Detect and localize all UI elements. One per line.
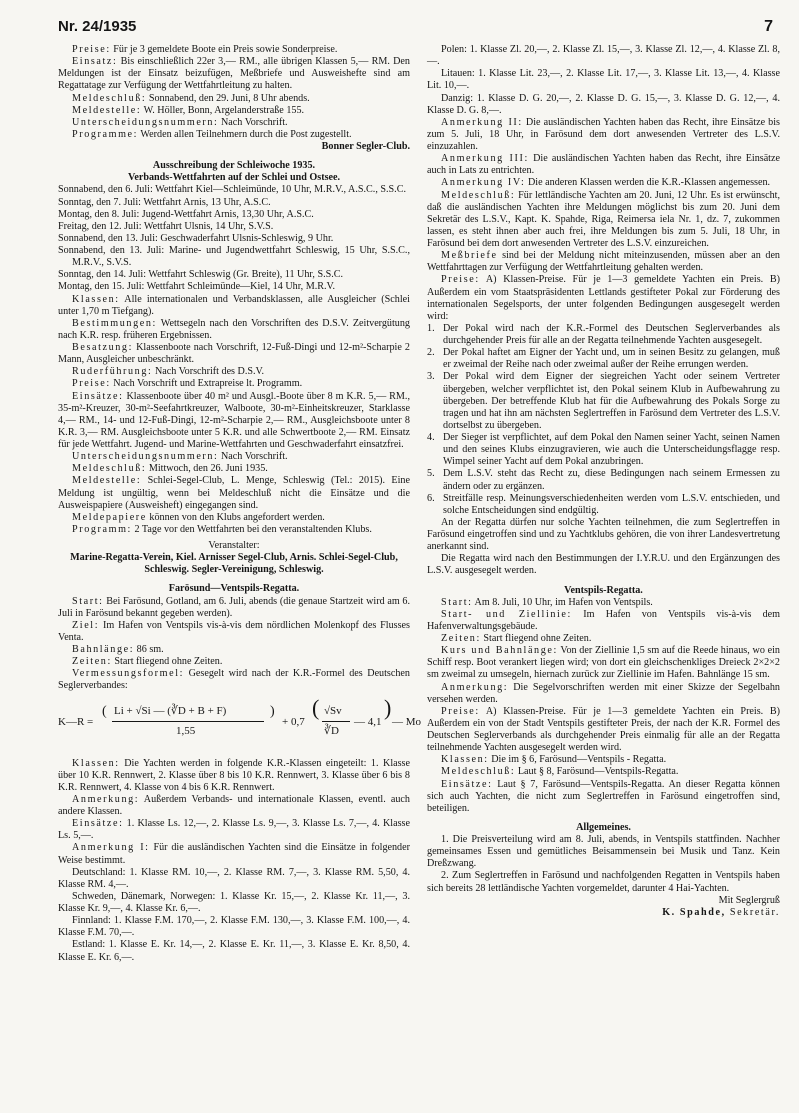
formula-inner-minus: — 4,1 (354, 715, 382, 728)
rule-paragraph: Klassen: Die Yachten werden in folgende K.R.-Klassen eingeteilt: 1. Klasse über 10 K.R. Rennwert, 2. Klasse über 8 bis 10 K.R. Rennwert, 3. Klasse über 6 bis 8 K.R. Rennwert, 4. Klasse von 4 bis 6 K.R. Rennwert. (58, 757, 410, 793)
rule-paragraph: Meldeschluß: Mittwoch, den 26. Juni 1935. (72, 463, 268, 475)
issue-number: Nr. 24/1935 (58, 18, 137, 35)
rule-paragraph: Unterscheidungsnummern: Nach Vorschrift. (72, 116, 288, 128)
farosund-vermessungsformel: Vermessungsformel: Gesegelt wird nach der K.R.-Formel des Deutschen Seglerverbandes: (58, 668, 410, 692)
text-paragraph: Die Regatta wird nach den Bestimmungen der I.Y.R.U. und den Ergänzungen des L.S.V. ausgesegelt werden. (427, 553, 780, 577)
schedule-line: Sonnabend, den 13. Juli: Marine- und Jugendwettfahrt Schleswig, 15 Uhr, S.S.C., M.R.V., S.V.S. (58, 245, 410, 269)
farosund-start: Start: Bei Farösund, Gotland, am 6. Juli, abends (die genaue Startzeit wird am 6. Juli in Farösund bekannt gegeben werden). (58, 595, 410, 619)
rule-paragraph: Einsätze: 1. Klasse Ls. 12,—, 2. Klasse Ls. 9,—, 3. Klasse Ls. 7,—, 4. Klasse Ls. 5,—. (58, 818, 410, 842)
formula-inner-open-paren: ( (312, 694, 320, 720)
rule-paragraph: Klassen: Die im § 6, Farösund—Ventspils - Regatta. (441, 754, 667, 766)
rule-paragraph: Start- und Ziellinie: Im Hafen von Ventspils vis-à-vis dem Hafenverwaltungsgebäude. (427, 608, 780, 632)
farosund-bahnlaenge: Bahnlänge: 86 sm. (72, 644, 164, 655)
foreign-fees-right (427, 44, 780, 117)
text-paragraph: 1. Die Preisverteilung wird am 8. Juli, abends, in Ventspils stattfinden. Nachher gemeinsames Essen und gemütliches Beisammensein bei Musik und Tanz. Kein Dreßzwang. (427, 834, 780, 870)
rule-paragraph: Meldeschluß: Sonnabend, den 29. Juni, 8 Uhr abends. (72, 92, 310, 104)
kr-formula (58, 694, 422, 754)
formula-inner-close-paren: ) (384, 694, 392, 720)
rule-paragraph: Meldestelle: Schlei-Segel-Club, L. Menge, Schleswig (Tel.: 2015). Eine Meldung ist ungültig, wenn bei Meldeschluß nicht die Einsätze und die Ausweispapiere (Ausweisheft) eingegangen sind. (58, 475, 410, 511)
farosund-rules (58, 758, 410, 867)
rule-paragraph: Meldestelle: W. Höller, Bonn, Argelanderstraße 155. (72, 104, 305, 116)
condition-item: 4. Der Sieger ist verpflichtet, auf dem Pokal den Namen seiner Yacht, seinen Namen und den seines Klubs einzugravieren, wie auch die Unterscheidungsflagge resp. Wimpel seiner Yacht auf dem Pokal anzubringen. (427, 432, 780, 468)
fee-line: Deutschland: 1. Klasse RM. 10,—, 2. Klasse RM. 7,—, 3. Klasse RM. 5,50, 4. Klasse RM. 4,—. (58, 866, 410, 890)
rule-paragraph: Ruderführung: Nach Vorschrift des D.S.V. (72, 366, 265, 378)
rule-paragraph: Anmerkung II: Die ausländischen Yachten haben das Recht, ihre Einsätze bis zum 5. Juli, 18 Uhr, in Farösund dem dort anwesenden Vertreter des L.S.V. einzuzahlen. (427, 116, 780, 152)
schedule-line: Sonnabend, den 6. Juli: Wettfahrt Kiel—Schleimünde, 10 Uhr, M.R.V., A.S.C., S.S.C. (58, 184, 406, 196)
rule-paragraph: Klassen: Alle internationalen und Verbandsklassen, alle Ausgleicher (Schlei unter 1,70 m Tiefgang). (58, 293, 410, 317)
rule-paragraph: Meldeschluß: Laut § 8, Farösund—Ventspils-Regatta. (441, 766, 679, 778)
rule-paragraph: Preise: A) Klassen-Preise. Für je 1—3 gemeldete Yachten ein Preis. B) Außerdem ein vom Staatspräsidenten Lettlands gestifteter Pokal zur Förderung des internationalen Segelsports, der unter folgenden Bedingungen ausgesegelt werden wird: (427, 274, 780, 322)
ventspils-title: Ventspils-Regatta. (564, 584, 643, 596)
schedule-line: Montag, den 8. Juli: Jugend-Wettfahrt Arnis, 13,30 Uhr, A.S.C. (58, 208, 314, 220)
schedule-line: Montag, den 15. Juli: Wettfahrt Schleimünde—Kiel, 14 Uhr, M.R.V. (58, 281, 336, 293)
formula-inner-denominator: ∛D (324, 724, 339, 737)
condition-item: 2. Der Pokal haftet am Eigner der Yacht und, um in seinen Besitz zu gelangen, muß er zweimal der Reihe nach oder zweimal außer der Reihe errungen werden. (427, 347, 780, 371)
bonn-signature: Bonner Segler-Club. (321, 141, 410, 152)
fee-line: Finnland: 1. Klasse F.M. 170,—, 2. Klasse F.M. 130,—, 3. Klasse F.M. 100,—, 4. Klasse F.M. 70,—. (58, 915, 410, 939)
closing-greeting: Mit Seglergruß (718, 894, 780, 906)
organizers: Marine-Regatta-Verein, Kiel. Arnisser Segel-Club, Arnis. Schlei-Segel-Club, Schleswig. Segler-Vereinigung, Schleswig. (70, 552, 398, 576)
rule-paragraph: Meldeschluß: Für lettländische Yachten am 20. Juni, 12 Uhr. Es ist erwünscht, daß die ausländischen Yachten ihre Meldungen möglichst bis zum 20. Juni dem Sekretär des L.S.V., Kapt. K. Spahde, Riga, Reimersa iela Nr. 1, dz. 7, zukommen lassen, es steht ihnen aber auch frei, ihre Meldungen bis zum 5. Juli, 18 Uhr, in Farösund bei dem dort anwesenden Vertreter des L.S.V. einzureichen. (427, 189, 780, 249)
signature: K. Spahde, Sekretär. (662, 906, 780, 918)
condition-item: 6. Streitfälle resp. Meinungsverschiedenheiten werden vom L.S.V. entschieden, und solche Entscheidungen sind endgültig. (427, 492, 780, 516)
page-number: 7 (764, 18, 773, 35)
rule-paragraph: Anmerkung IV: Die anderen Klassen werden die K.R.-Klassen angemessen. (441, 177, 771, 189)
rule-paragraph: Einsätze: Klassenboote über 40 m² und Ausgl.-Boote über 8 m K.R. 5,— RM., 35-m²-Kreuzer, 30-m²-Seefahrtkreuzer, Walboote, 30-m²-Einheitskreuzer, Starklasse 4,— RM., 14- und 12-Fuß-Dingi, 12-m²-Scharpie 2,— RM., Ausgleichsboote unter 8 K.R. 3,— RM. Ausgleichsboote unter 5 K.R. und alle Schwertboote 2,— RM. Einsatz für jede Wettfahrt. Jugend- und Marine-Wettfahrten und Geschwaderfahrt einsatzfrei. (58, 390, 410, 450)
formula-lhs: K—R = (58, 715, 94, 728)
farosund-zeiten: Zeiten: Start fliegend ohne Zeiten. (72, 656, 223, 668)
rule-paragraph: Anmerkung: Außerdem Verbands- und internationale Klassen, eventl. auch andere Klassen. (58, 793, 410, 817)
formula-inner-fraction-bar (322, 721, 350, 722)
formula-numerator: Li + √Si — (∛D + B + F) (114, 704, 227, 717)
foreign-fees-left (58, 867, 410, 964)
formula-inner-numerator: √Sv (324, 704, 342, 717)
farosund-ziel: Ziel: Im Hafen von Ventspils vis-à-vis dem nördlichen Molenkopf des Flusses Venta. (58, 619, 410, 643)
rule-paragraph: Preise: Nach Vorschrift und Extrapreise lt. Programm. (72, 378, 303, 390)
rule-paragraph: Kurs und Bahnlänge: Von der Ziellinie 1,5 sm auf die Reede hinaus, wo ein Schiff resp. Boot verankert liegen wird; von dort ein gleichschenkliges Dreieck 2×2×2 sm zweimal zu umsegeln, hiernach zurück zur Ziellinie im Hafen. Bahnlänge 15 sm. (427, 645, 780, 681)
schedule-line: Sonntag, den 14. Juli: Wettfahrt Schleswig (Gr. Breite), 11 Uhr, S.S.C. (58, 269, 344, 281)
rule-paragraph: Programme: Werden allen Teilnehmern durch die Post zugestellt. (72, 128, 352, 140)
rule-paragraph: Anmerkung: Die Segelvorschriften werden mit einer Skizze der Segelbahn versehen werden. (427, 681, 780, 705)
organizers-label: Veranstalter: (208, 540, 260, 551)
rule-paragraph: Bestimmungen: Wettsegeln nach den Vorschriften des D.S.V. Zeitvergütung nach K.R. resp. früheren Ergebnissen. (58, 317, 410, 341)
regatta-eligibility (427, 517, 780, 578)
schlei-subtitle: Verbands-Wettfahrten auf der Schlei und Ostsee. (127, 172, 341, 184)
left-column (58, 44, 422, 964)
formula-fraction-bar (112, 721, 264, 722)
rule-paragraph: Programm: 2 Tage vor den Wettfahrten bei den veranstaltenden Klubs. (72, 523, 372, 535)
condition-item: 1. Der Pokal wird nach der K.R.-Formel des Deutschen Seglerverbandes als durchgehender Preis für alle an der Regatta teilnehmende Yachten ausgesegelt. (427, 322, 780, 346)
fee-line: Estland: 1. Klasse E. Kr. 14,—, 2. Klasse E. Kr. 11,—, 3. Klasse E. Kr. 8,50, 4. Klasse E. Kr. 6,—. (58, 939, 410, 963)
general-title: Allgemeines. (576, 821, 631, 833)
schlei-rules (58, 294, 410, 537)
schlei-schedule (58, 184, 410, 293)
rule-paragraph: Besatzung: Klassenboote nach Vorschrift, 12-Fuß-Dingi und 12-m²-Scharpie 2 Mann, Ausgleicher unbeschränkt. (58, 342, 410, 366)
schedule-line: Sonnabend, den 13. Juli: Geschwaderfahrt Ulsnis-Schleswig, 9 Uhr. (58, 232, 334, 244)
trophy-conditions (427, 323, 780, 517)
rule-paragraph: Einsätze: Laut § 7, Farösund—Ventspils-Regatta. An dieser Regatta können sich auch Yachten, die nicht zum Seglertreffen in Farösund eingetroffen sind, beteiligen. (427, 778, 780, 814)
rule-paragraph: Meßbriefe sind bei der Meldung nicht miteinzusenden, müssen aber an den Wettfahrttagen zur Verfügung der Wettfahrtleitung gehalten werden. (427, 250, 780, 274)
rule-paragraph: Preise: A) Klassen-Preise. Für je 1—3 gemeldete Yachten ein Preis. B) Außerdem ein von der Stadt Ventspils gestifteter Preis, der nach der K.R. Formel des Deutschen Seglerverbands als durchgehender Preis einmalig für alle an der Regatta teilnehmende Yachten ausgesegelt werden wird. (427, 705, 780, 754)
text-paragraph: 2. Zum Seglertreffen in Farösund und nachfolgenden Regatten in Ventspils haben sich bereits 28 lettländische Yachten vorgemeldet, darunter 4 Hai-Yachten. (427, 870, 780, 894)
rule-paragraph: Einsatz: Bis einschließlich 22er 3,— RM., alle übrigen Klassen 5,— RM. Den Meldungen ist der Einsatz beizufügen, Meßbriefe und Ausweishefte sind am Regattatage zur Verfügung der Wettfahrtleitung zu halten. (58, 56, 410, 92)
right-column (427, 44, 780, 919)
rule-paragraph: Anmerkung III: Die ausländischen Yachten haben das Recht, ihre Einsätze auch in Lats zu entrichten. (427, 153, 780, 177)
condition-item: 5. Dem L.S.V. steht das Recht zu, diese Bedingungen nach seinem Ermessen zu ändern oder zu ergänzen. (427, 468, 780, 492)
rule-paragraph: Preise: Für je 3 gemeldete Boote ein Preis sowie Sonderpreise. (72, 44, 338, 55)
text-paragraph: An der Regatta dürfen nur solche Yachten teilnehmen, die zum Seglertreffen in Farösund eingetroffen sind und zu Yachtklubs gehören, die von ihrer Landesvertretung anerkannt sind. (427, 516, 780, 553)
bonn-regatta-section (58, 44, 410, 141)
formula-close-paren: ) (270, 703, 275, 719)
formula-tail: — Mo (392, 715, 422, 728)
schedule-line: Freitag, den 12. Juli: Wettfahrt Ulsnis, 14 Uhr, S.V.S. (58, 220, 274, 232)
fee-line: Danzig: 1. Klasse D. G. 20,—, 2. Klasse D. G. 15,—, 3. Klasse D. G. 12,—, 4. Klasse D. G. 8,—. (427, 92, 780, 116)
rule-paragraph: Meldepapiere können von den Klubs angefordert werden. (72, 511, 325, 523)
farosund-title: Farösund—Ventspils-Regatta. (168, 583, 300, 595)
ventspils-rules (427, 597, 780, 815)
fee-line: Schweden, Dänemark, Norwegen: 1. Klasse Kr. 15,—, 2. Klasse Kr. 11,—, 3. Klasse Kr. 9,—, 4. Klasse Kr. 6,—. (58, 890, 410, 914)
formula-denominator: 1,55 (176, 724, 196, 737)
general-section (427, 834, 780, 895)
condition-item: 3. Der Pokal wird dem Eigner der siegreichen Yacht oder seinem Vertreter übergeben, welcher verpflichtet ist, den Pokal seinem Klub in Aufbewahrung zu übergeben. Der betreffende Klub hat für die Aufbewahrung des Pokals Sorge zu tragen und hat ihn am nächsten Seglertreffen in Farösund dem Vertreter des L.S.V. dortselbst zu übergeben. (427, 371, 780, 431)
fee-line: Polen: 1. Klasse Zl. 20,—, 2. Klasse Zl. 15,—, 3. Klasse Zl. 12,—, 4. Klasse Zl. 8,—. (427, 44, 780, 68)
farosund-notes (427, 117, 780, 323)
fee-line: Litauen: 1. Klasse Lit. 23,—, 2. Klasse Lit. 17,—, 3. Klasse Lit. 13,—, 4. Klasse Lit. 10,—. (427, 68, 780, 92)
rule-paragraph: Anmerkung I: Für die ausländischen Yachten sind die Einsätze in folgender Weise bestimmt. (58, 842, 410, 866)
formula-open-paren: ( (102, 703, 107, 719)
schlei-title: Ausschreibung der Schleiwoche 1935. (152, 160, 316, 172)
rule-paragraph: Unterscheidungsnummern: Nach Vorschrift. (72, 451, 288, 463)
rule-paragraph: Start: Am 8. Juli, 10 Uhr, im Hafen von Ventspils. (441, 596, 653, 608)
formula-plus: + 0,7 (282, 715, 305, 728)
rule-paragraph: Zeiten: Start fliegend ohne Zeiten. (441, 633, 592, 644)
schedule-line: Sonntag, den 7. Juli: Wettfahrt Arnis, 13 Uhr, A.S.C. (58, 196, 271, 208)
